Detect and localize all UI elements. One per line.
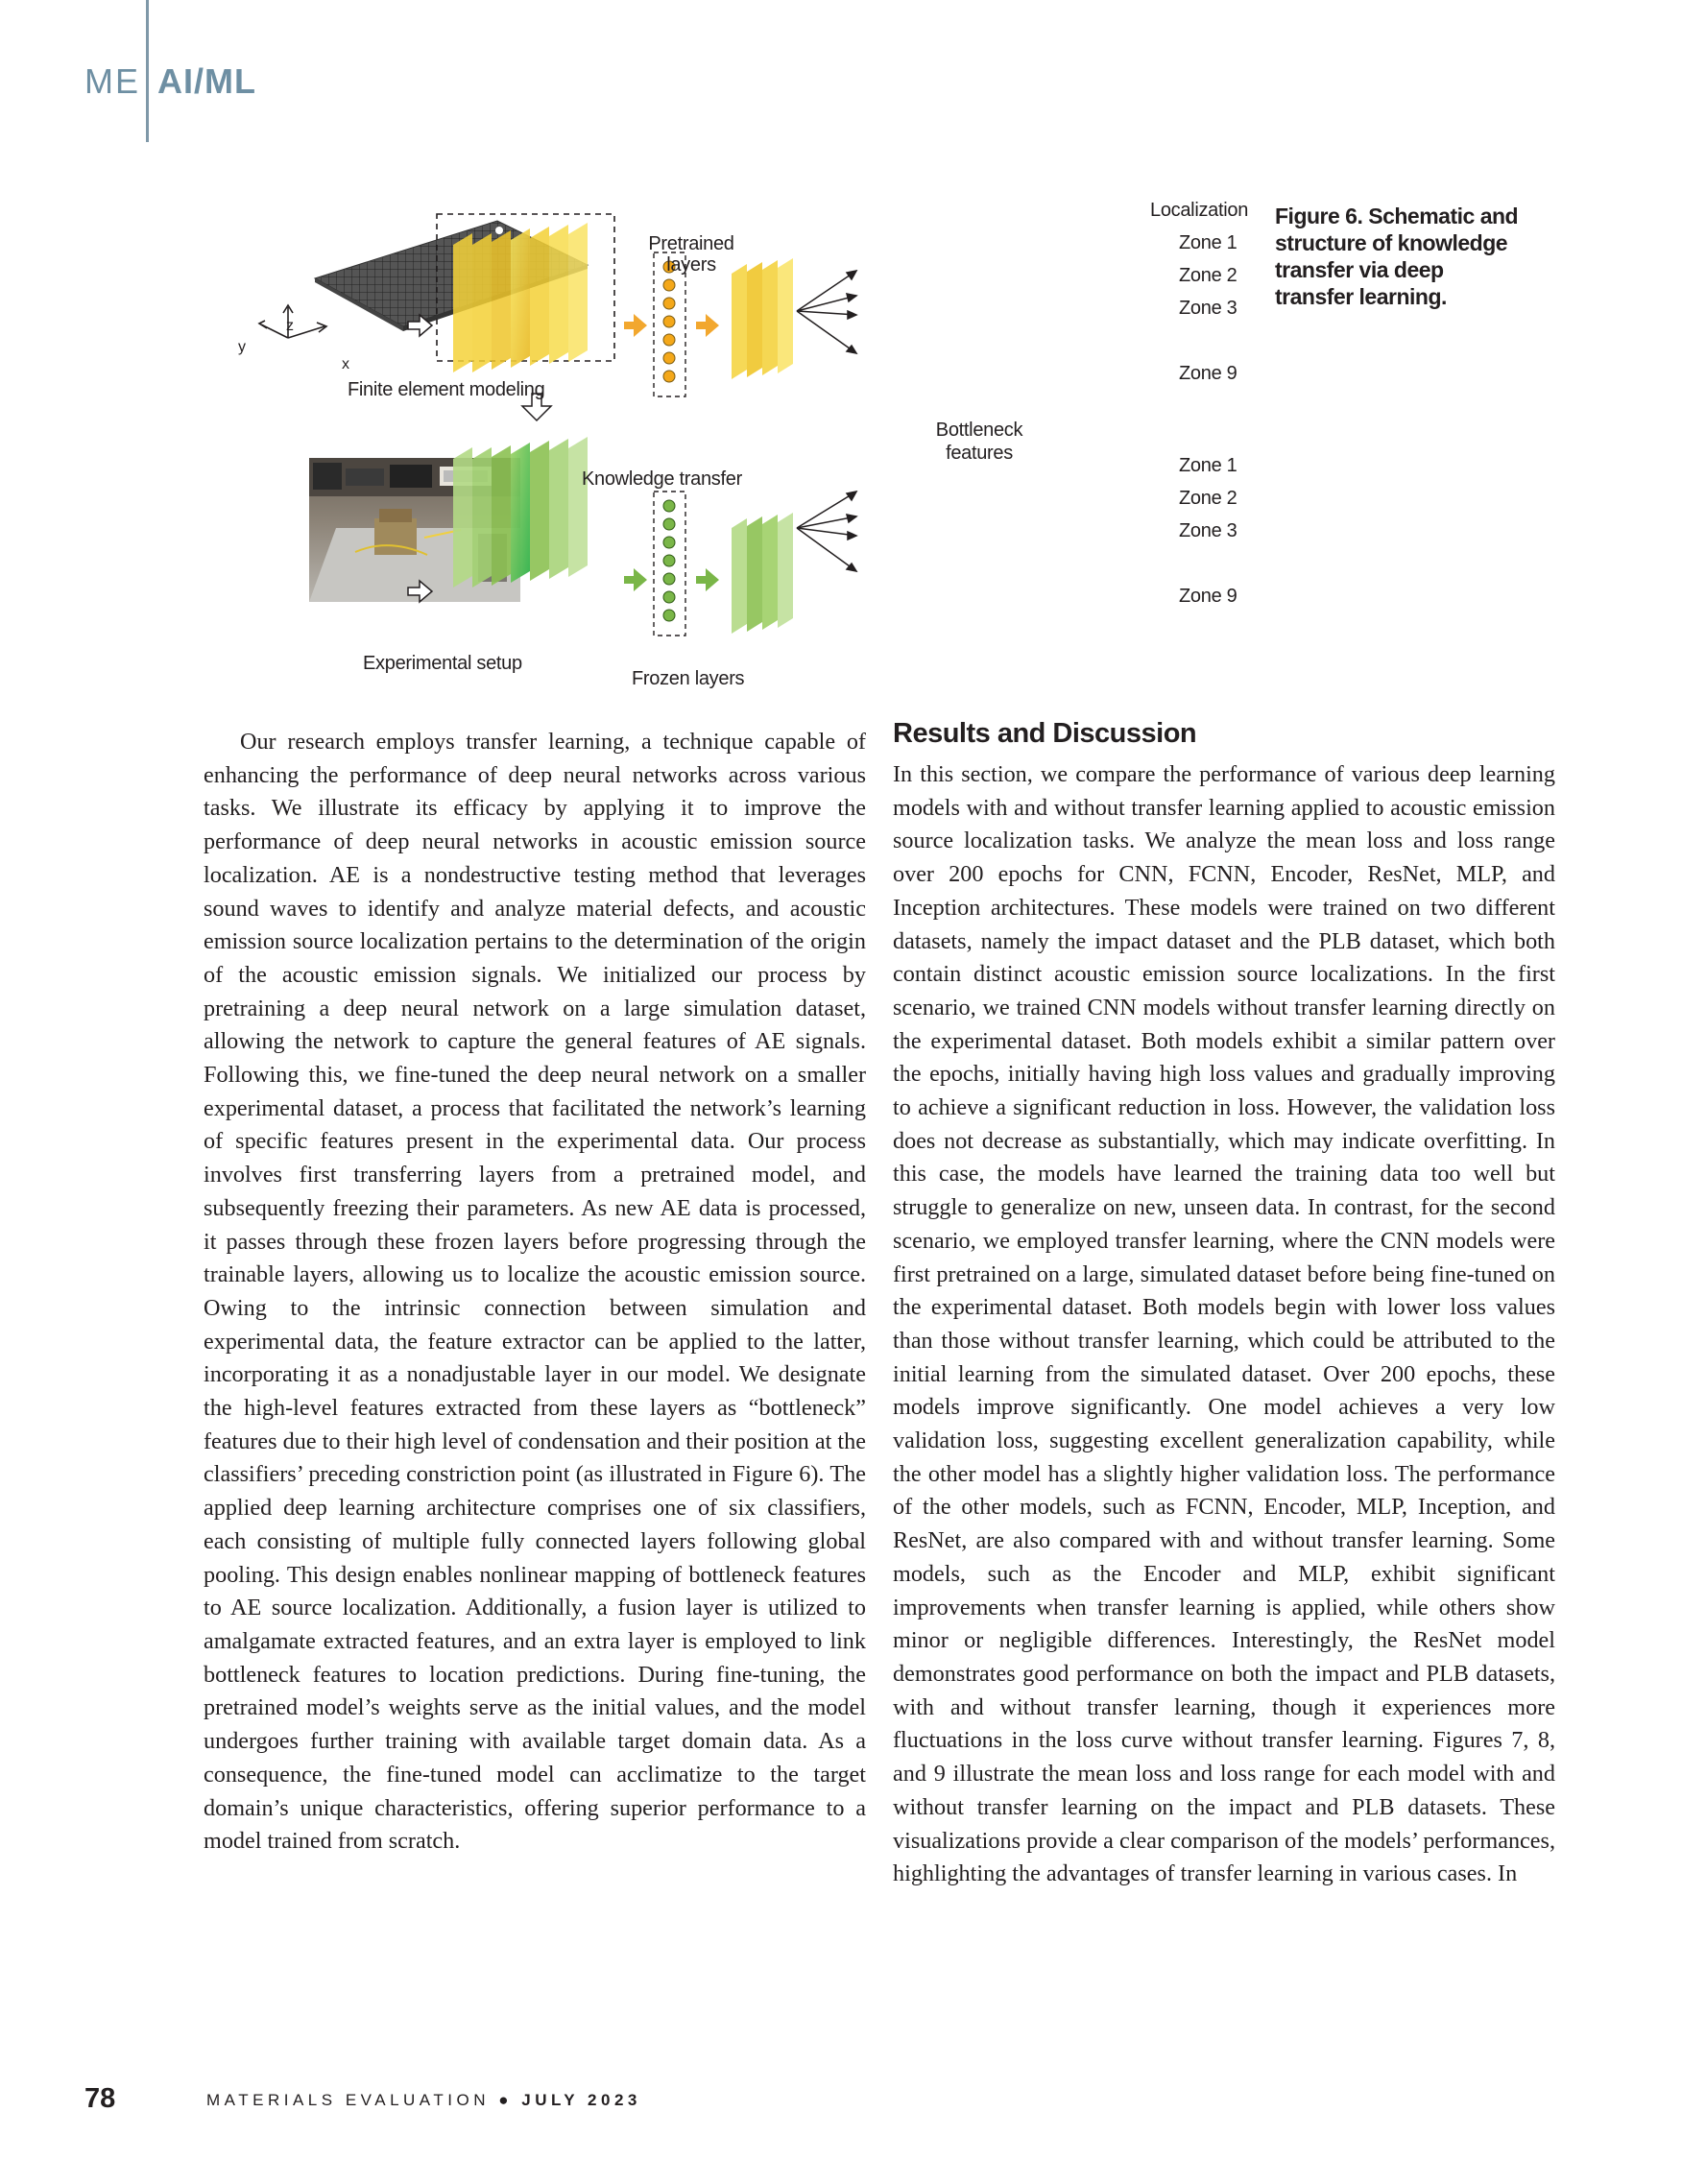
zone-label-top-9: Zone 9	[1179, 363, 1237, 384]
page-number: 78	[84, 2083, 116, 2114]
bottleneck-nodes-top	[663, 261, 675, 382]
zone-label-top-1: Zone 1	[1179, 232, 1237, 253]
journal-name: MATERIALS EVALUATION	[206, 2091, 490, 2109]
footer-journal	[206, 2091, 641, 2110]
header-topic: AI/ML	[157, 61, 256, 101]
zone-label-top-2: Zone 2	[1179, 265, 1237, 286]
frozen-layer-stack	[453, 437, 588, 588]
figure-caption: Figure 6. Schematic and structure of knowledge transfer via deep transfer learning.	[1275, 204, 1519, 309]
classifier-layers-bottom	[732, 513, 793, 634]
zone-label-bottom-3: Zone 3	[1179, 520, 1237, 541]
journal-issue: JULY 2023	[521, 2091, 641, 2109]
left-column-paragraph: Our research employs transfer learning, a technique capable of enhancing the performance of deep neural networks across various tasks. We illustrate its efficacy by applying it to improve the performance of deep neural networks in acoustic emission source localization. AE is a nondestructive testing method that leverages sound waves to identify and analyze material defects, and acoustic emission source localization pertains to the determination of the origin of the acoustic emission signals. We initialized our process by pretraining a deep neural network on a large simulation dataset, allowing the network to capture the general features of AE signals. Following this, we fine-tuned the deep neural network on a smaller experimental dataset, a process that facilitated the network’s learning of specific features present in the experimental data. Our process involves first transferring layers from a pretrained model, and subsequently freezing their parameters. As new AE data is processed, it passes through these frozen layers before progressing through the trainable layers, allowing us to localize the acoustic emission source. Owing to the intrinsic connection between simulation and experimental data, the feature extractor can be applied to the latter, incorporating it as a nonadjustable layer in our model. We designate the high-level features extracted from these layers as “bottleneck” features due to their high level of condensation and their position at the classifiers’ preceding constriction point (as illustrated in Figure 6). The applied deep learning architecture comprises one of six classifiers, each consisting of multiple fully connected layers following global pooling. This design enables nonlinear mapping of bottleneck features to AE source localization. Additionally, a fusion layer is utilized to amalgamate extracted features, and an extra layer is employed to link bottleneck features to location predictions. During fine-tuning, the pretrained model’s weights serve as the initial values, and the model undergoes further training with available target domain data. As a consequence, the fine-tuned model can acclimatize to the target domain’s unique characteristics, offering superior performance to a model trained from scratch.	[204, 729, 866, 1855]
zone-label-bottom-1: Zone 1	[1179, 455, 1237, 476]
experimental-setup-label: Experimental setup	[363, 653, 522, 674]
knowledge-transfer-label: Knowledge transfer	[582, 468, 742, 490]
right-column-paragraph: In this section, we compare the performance of various deep learning models with and without transfer learning applied to acoustic emission source localization tasks. We analyze the mean loss and loss range over 200 epochs for CNN, FCNN, Encoder, ResNet, MLP, and Inception architectures. These models were trained on two different datasets, namely the impact dataset and the PLB dataset, which both contain distinct acoustic emission source localizations. In the first scenario, we trained CNN models without transfer learning directly on the experimental dataset. Both models exhibit a similar pattern over the epochs, initially having high loss values and gradually improving to achieve a significant reduction in loss. However, the validation loss does not decrease as substantially, which may indicate overfitting. In this case, the models have learned the training data too well but struggle to generalize on new, unseen data. In contrast, for the second scenario, we employed transfer learning, where the CNN models were first pretrained on a large, simulated dataset before being fine-tuned on the experimental dataset. Both models begin with lower loss values than those without transfer learning, which could be attributed to the initial learning from the simulated dataset. Over 200 epochs, these models improve significantly. One model achieves a very low validation loss, suggesting excellent generalization capability, while the other model has a slightly higher validation loss. The performance of the other models, such as FCNN, Encoder, MLP, Inception, and ResNet, are also compared with and without transfer learning. Some models, such as the Encoder and MLP, exhibit significant improvements when transfer learning is applied, while others show minor or negligible differences. Interestingly, the ResNet model demonstrates good performance on both the impact and PLB datasets, with and without transfer learning, though it experiences more fluctuations in the loss curve without transfer learning. Figures 7, 8, and 9 illustrate the mean loss and loss range for each model with and without transfer learning on the impact and PLB datasets. These visualizations provide a clear comparison of the models’ performances, highlighting the advantages of transfer learning in various cases. In	[893, 761, 1555, 1887]
zone-label-bottom-9: Zone 9	[1179, 586, 1237, 607]
zone-arrows-bottom	[797, 492, 856, 571]
header-rule	[146, 0, 149, 142]
fem-label: Finite element modeling	[348, 379, 545, 400]
pretrained-layer-stack	[453, 223, 588, 372]
footer-separator: ●	[498, 2091, 514, 2109]
axis-y-label: y	[238, 339, 246, 355]
bottleneck-nodes-bottom	[663, 500, 675, 621]
zone-arrows-top	[797, 271, 856, 353]
classifier-layers-top	[732, 258, 793, 379]
zone-label-bottom-2: Zone 2	[1179, 488, 1237, 509]
bottleneck-features-label: Bottleneck features	[935, 420, 1023, 464]
header-section: ME	[84, 61, 140, 101]
axis-x-label: x	[342, 356, 349, 372]
axis-z-label: z	[286, 318, 294, 334]
section-heading: Results and Discussion	[893, 718, 1197, 749]
frozen-layers-label: Frozen layers	[632, 668, 745, 689]
localization-label: Localization	[1150, 200, 1249, 221]
pretrained-layers-label: Pretrained layers	[648, 233, 734, 276]
zone-label-top-3: Zone 3	[1179, 298, 1237, 319]
